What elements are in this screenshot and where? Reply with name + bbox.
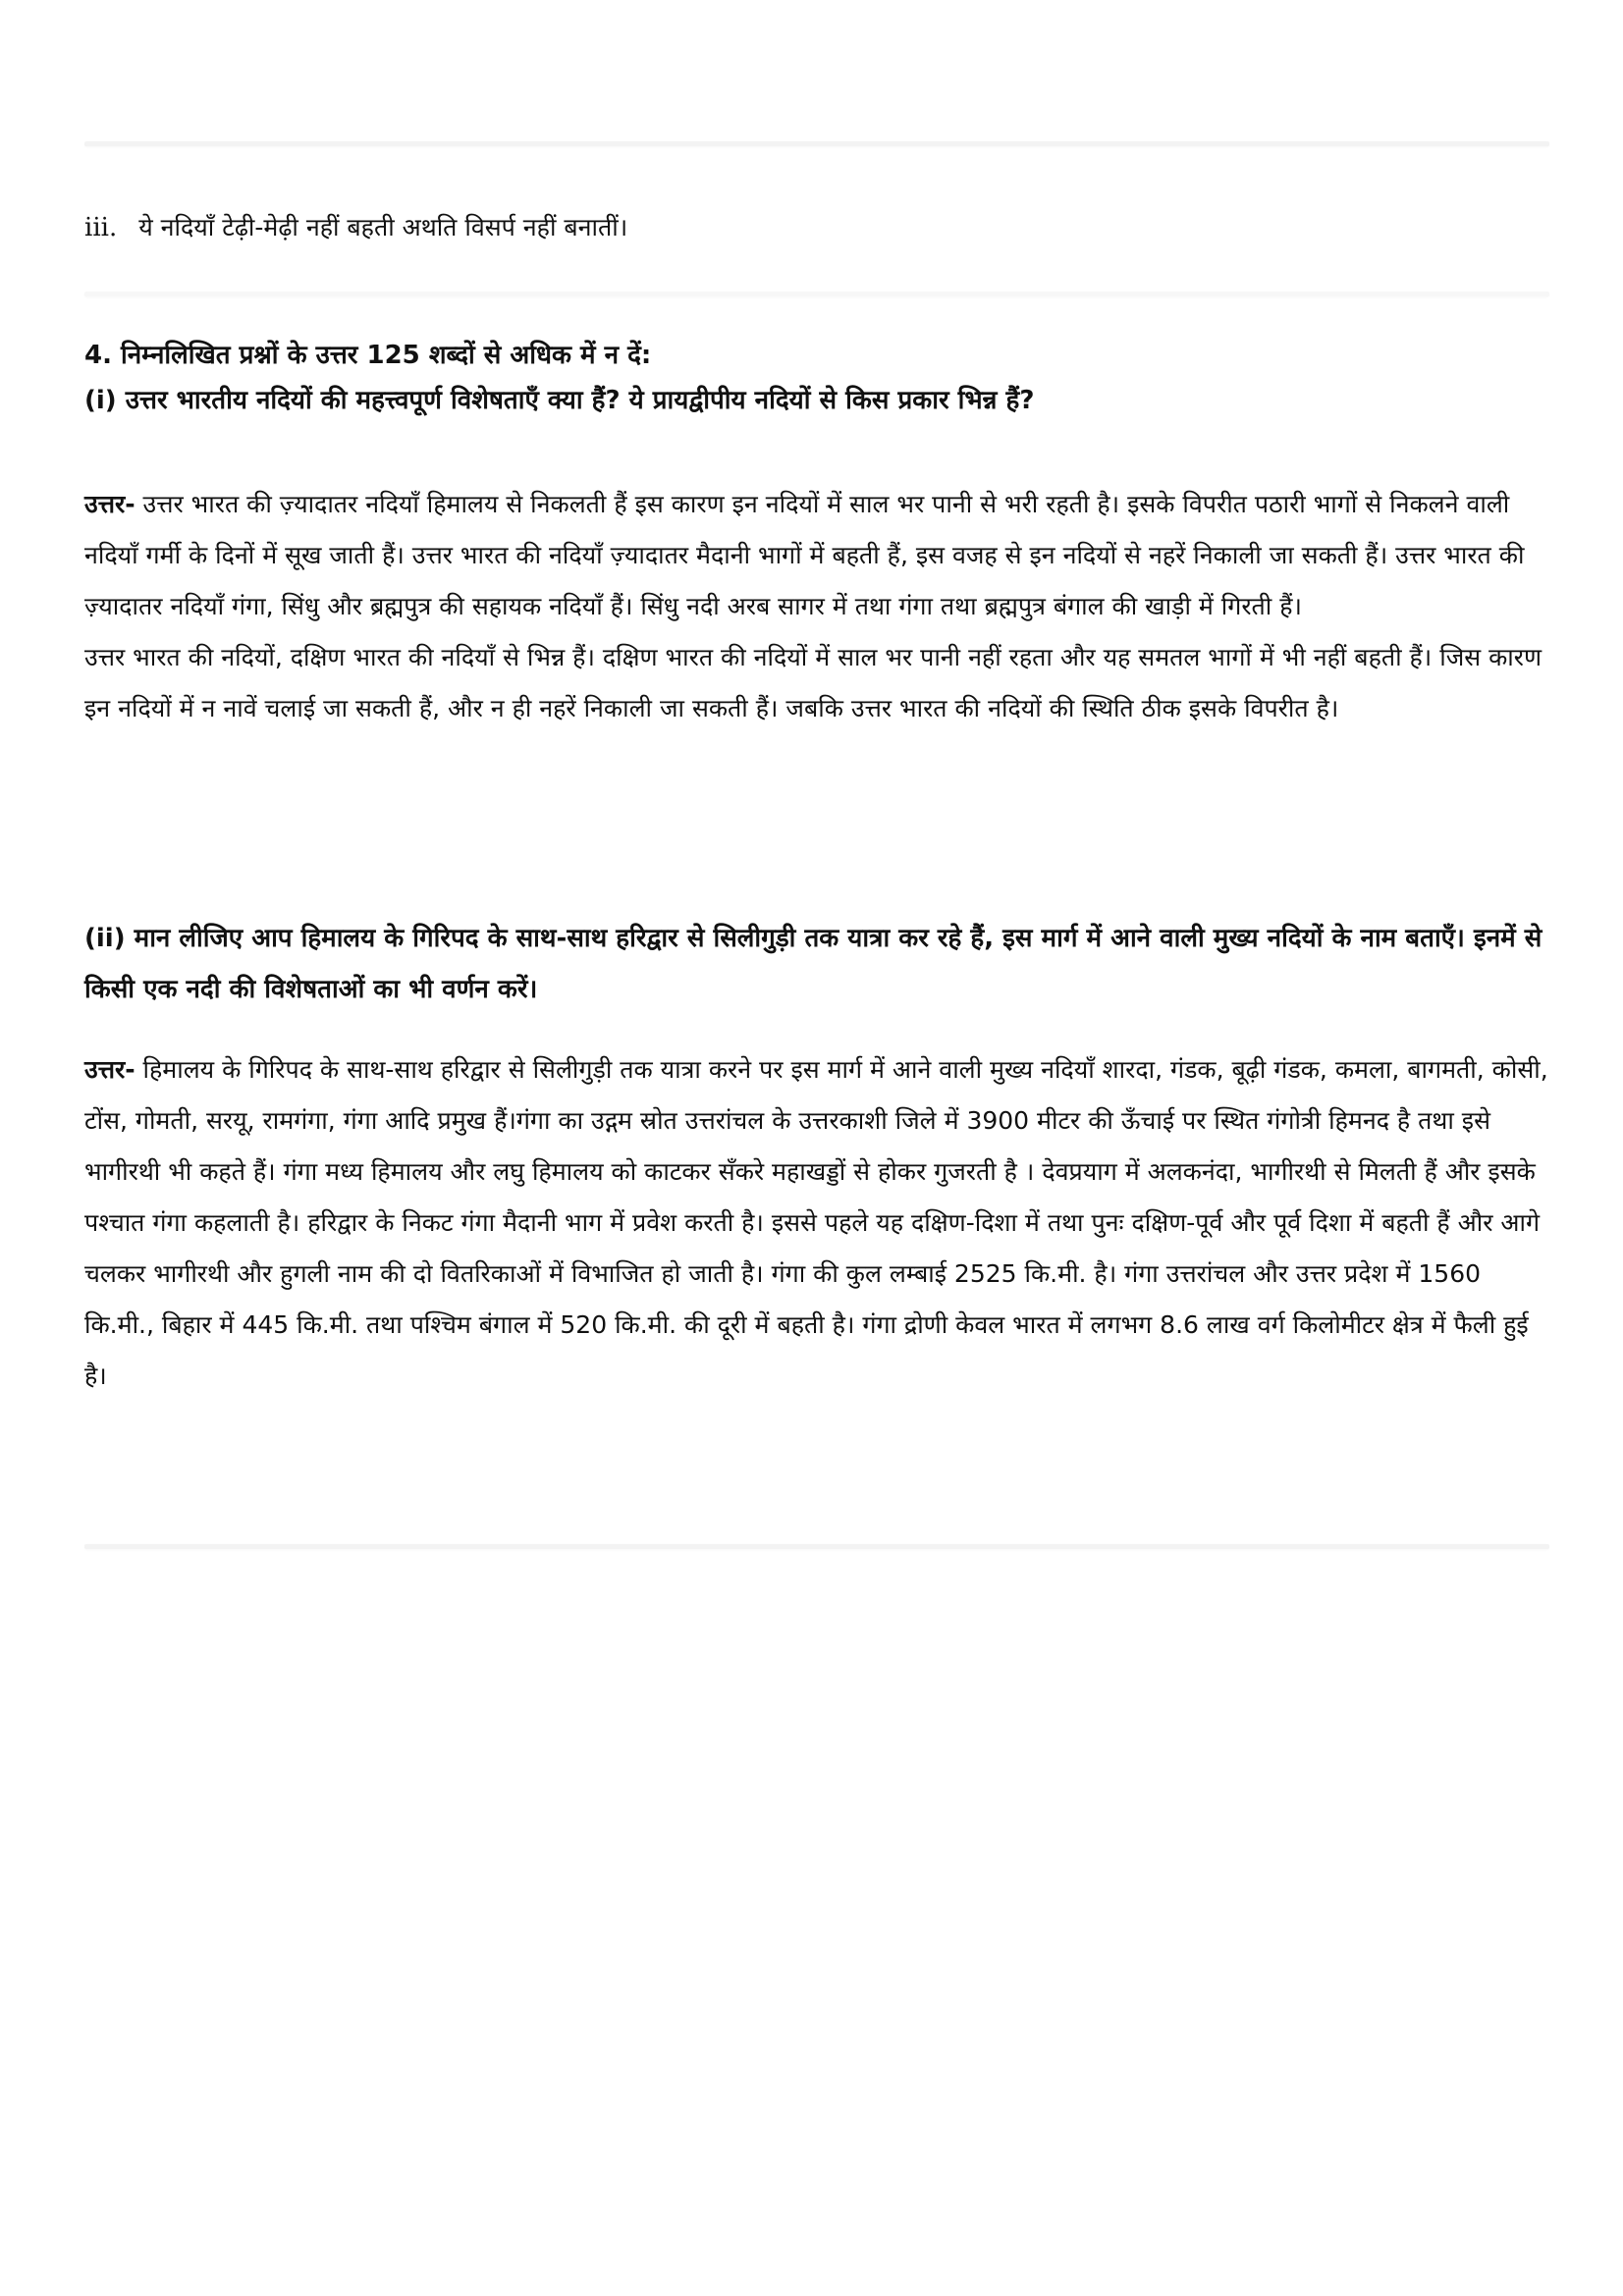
- list-item-iii: [84, 208, 627, 247]
- answer-2: [84, 1044, 1549, 1402]
- answer-label: उत्तर-: [84, 490, 135, 518]
- section-heading: 4. निम्नलिखित प्रश्नों के उत्तर 125 शब्दों से अधिक में न दें:: [84, 341, 652, 370]
- section-divider-bottom: [84, 1544, 1549, 1549]
- question-2: (ii) मान लीजिए आप हिमालय के गिरिपद के साथ-साथ हरिद्वार से सिलीगुड़ी तक यात्रा कर रहे हैं, इस मार्ग में आने वाली मुख्य नदियों के नाम बताएँ। इनमें से किसी एक नदी की विशेषताओं का भी वर्णन करें।: [84, 924, 1542, 1004]
- question-1: (i) उत्तर भारतीय नदियों की महत्त्वपूर्ण विशेषताएँ क्या हैं? ये प्रायद्वीपीय नदियों से किस प्रकार भिन्न हैं?: [84, 386, 1035, 415]
- answer-2-text-1: हिमालय के गिरिपद के साथ-साथ हरिद्वार से सिलीगुड़ी तक यात्रा करने पर इस मार्ग में आने वाली मुख्य नदियाँ शारदा, गंडक, बूढ़ी गंडक, कमला, बागमती, कोसी, टोंस, गोमती, सरयू, रामगंगा, गंगा आदि प्रमुख हैं।गंगा का उद्गम स्रोत उत्तरांचल के उत्तरकाशी जिले में 3900 मीटर की ऊँचाई पर स्थित गंगोत्री हिमनद है तथा इसे भागीरथी भी कहते हैं। गंगा मध्य हिमालय और लघु हिमालय को काटकर सँकरे महाखड्डों से होकर गुजरती है । देवप्रयाग में अलकनंदा, भागीरथी से मिलती हैं और इसके पश्चात गंगा कहलाती है। हरिद्वार के निकट गंगा मैदानी भाग में प्रवेश करती है। इससे पहले यह दक्षिण-दिशा में तथा पुनः दक्षिण-पूर्व और पूर्व दिशा में बहती हैं और आगे चलकर भागीरथी और हुगली नाम की दो वितरिकाओं में विभाजित हो जाती है। गंगा की कुल लम्बाई 2525 कि.मी. है। गंगा उत्तरांचल और उत्तर प्रदेश में 1560 कि.मी., बिहार में 445 कि.मी. तथा पश्चिम बंगाल में 520 कि.मी. की दूरी में बहती है। गंगा द्रोणी केवल भारत में लगभग 8.6 लाख वर्ग किलोमीटर क्षेत्र में फैली हुई है।: [84, 1055, 1548, 1390]
- list-item-number: iii.: [84, 213, 118, 242]
- answer-1-text-1: उत्तर भारत की ज़्यादातर नदियाँ हिमालय से निकलती हैं इस कारण इन नदियों में साल भर पानी से भरी रहती है। इसके विपरीत पठारी भागों से निकलने वाली नदियाँ गर्मी के दिनों में सूख जाती हैं। उत्तर भारत की नदियाँ ज़्यादातर मैदानी भागों में बहती हैं, इस वजह से इन नदियों से नहरें निकाली जा सकती हैं। उत्तर भारत की ज़्यादातर नदियाँ गंगा, सिंधु और ब्रह्मपुत्र की सहायक नदियाँ हैं। सिंधु नदी अरब सागर में तथा गंगा तथा ब्रह्मपुत्र बंगाल की खाड़ी में गिरती हैं।: [84, 490, 1525, 620]
- section-divider-mid: [84, 292, 1549, 296]
- answer-2-paragraph-1: [84, 1044, 1549, 1402]
- answer-1-paragraph-2: उत्तर भारत की नदियों, दक्षिण भारत की नदियाँ से भिन्न हैं। दक्षिण भारत की नदियों में साल भर पानी नहीं रहता और यह समतल भागों में भी नहीं बहती हैं। जिस कारण इन नदियों में न नावें चलाई जा सकती हैं, और न ही नहरें निकाली जा सकती हैं। जबकि उत्तर भारत की नदियों की स्थिति ठीक इसके विपरीत है।: [84, 643, 1542, 722]
- answer-1: [84, 479, 1549, 734]
- answer-1-paragraph-1: [84, 479, 1549, 632]
- section-divider-top: [84, 141, 1549, 146]
- list-item-text: ये नदियाँ टेढ़ी-मेढ़ी नहीं बहती अथति विसर्प नहीं बनातीं।: [138, 213, 628, 241]
- answer-label: उत्तर-: [84, 1055, 135, 1084]
